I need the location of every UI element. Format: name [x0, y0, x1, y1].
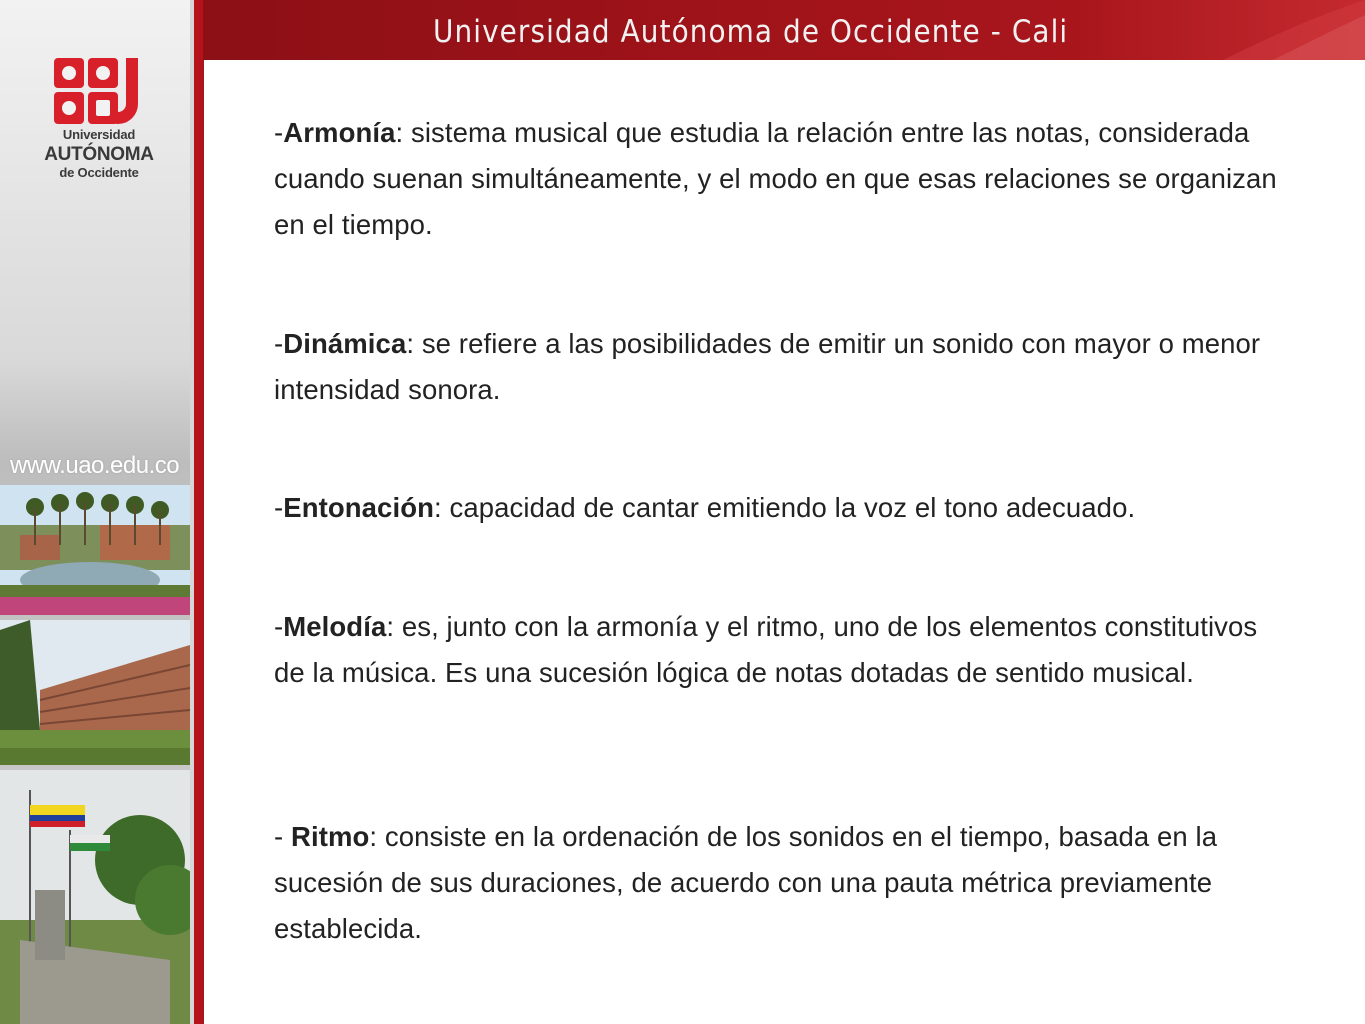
definition-term: Melodía — [283, 611, 387, 642]
campus-building-photo — [0, 620, 190, 765]
definition-prefix: - — [274, 821, 291, 852]
header-title: Universidad Autónoma de Occidente - Cali — [433, 14, 1069, 50]
logo-text-autonoma: AUTÓNOMA — [44, 144, 154, 165]
logo-text-universidad: Universidad — [62, 127, 136, 142]
definition-text: : consiste en la ordenación de los sonidos en el tiempo, basada en la sucesión de sus duraciones, de acuerdo con una pauta métrica previamente establecida. — [274, 821, 1218, 944]
definition-term: Ritmo — [291, 821, 370, 852]
website-url: www.uao.edu.co — [10, 452, 180, 479]
definition-prefix: - — [274, 492, 284, 523]
header-banner — [203, 0, 1365, 60]
definition-melodia — [274, 604, 1284, 696]
red-vertical-bar — [194, 0, 203, 1024]
sidebar — [0, 0, 190, 1024]
definition-term: Armonía — [283, 117, 396, 148]
logo-text-occidente: de Occidente — [59, 165, 139, 180]
definition-prefix: - — [274, 117, 284, 148]
definition-prefix: - — [274, 611, 284, 642]
campus-flags-photo — [0, 770, 190, 1024]
definition-text: : capacidad de cantar emitiendo la voz el tono adecuado. — [434, 492, 1136, 523]
definition-text: : es, junto con la armonía y el ritmo, uno de los elementos constitutivos de la música. Es una sucesión lógica de notas dotadas de sentido musical. — [274, 611, 1258, 688]
definition-prefix: - — [274, 328, 284, 359]
definition-armonia — [274, 110, 1284, 248]
content-border-line — [203, 60, 204, 1024]
definition-dinamica — [274, 321, 1284, 413]
definition-text: : sistema musical que estudia la relación entre las notas, considerada cuando suenan simultáneamente, y el modo en que esas relaciones se organizan en el tiempo. — [274, 117, 1277, 240]
definition-term: Entonación — [283, 492, 434, 523]
definition-entonacion — [274, 485, 1284, 531]
definition-term: Dinámica — [283, 328, 407, 359]
definition-text: : se refiere a las posibilidades de emitir un sonido con mayor o menor intensidad sonora. — [274, 328, 1261, 405]
header-swoosh-decoration — [1103, 0, 1365, 60]
campus-fountain-photo — [0, 485, 190, 615]
definition-ritmo — [274, 814, 1284, 952]
